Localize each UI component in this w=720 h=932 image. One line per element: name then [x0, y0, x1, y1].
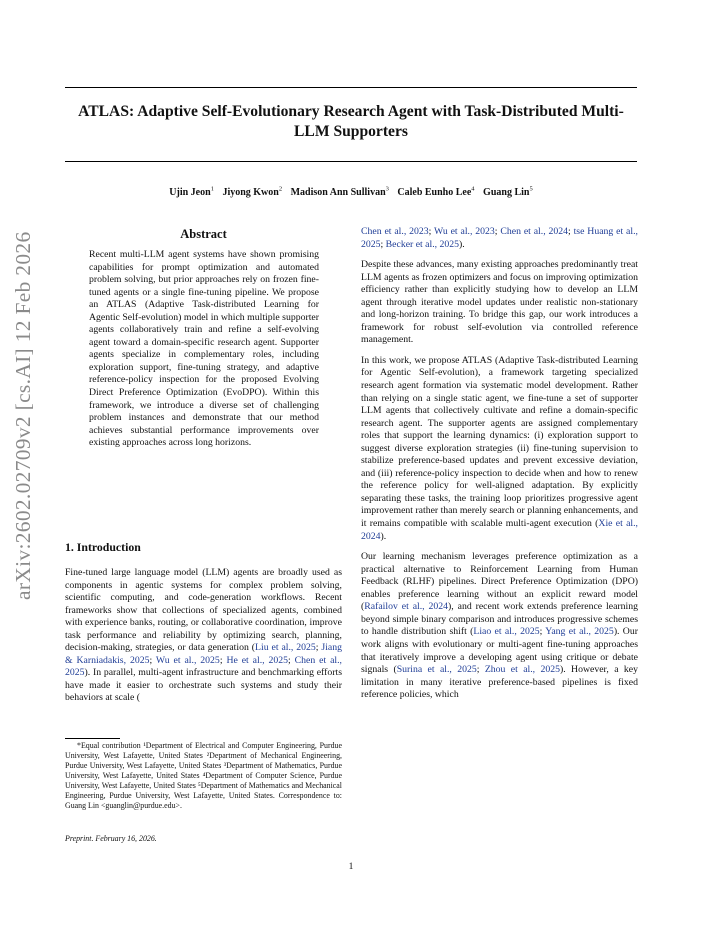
arxiv-identifier: arXiv:2602.02709v2 [cs.AI] 12 Feb 2026: [11, 231, 35, 600]
citation-link[interactable]: Jiang & Karniadakis, 2025: [65, 642, 343, 666]
intro-paragraph-4: Our learning mechanism leverages preference optimization as a practical alternative to Reinforcement Learning from Human Feedback (RLHF) pipelines. Direct Preference Optimization (DPO) enables preference learning without an explicit reward model (Rafailov et al., 2024), and recent work extends preference learning beyond simple binary comparison and introduces progressive schemes to handle distribution shift (Liao et al., 2025; Yang et al., 2025). Our work aligns with evolutionary or multi-agent fine-tuning approaches that iteratively improve a developing agent using critique or debate signals (Surina et al., 2025; Zhou et al., 2025). However, a key limitation in many iterative preference-based pipelines is fixed reference policies, which: [361, 551, 638, 701]
intro-paragraph-1-start: Fine-tuned large language model (LLM) agents are broadly used as components in agentic systems for complex problem solving, scientific computing, and code-generation workflows. Recent frameworks show that collections of specialized agents, combined with experience banks, routing, or collaborative coordination, improve task performance and reliability by optimizing search, planning, decision-making, strategies, or data generation (Liu et al., 2025; Jiang & Karniadakis, 2025; Wu et al., 2025; He et al., 2025; Chen et al., 2025). In parallel, multi-agent infrastructure and benchmarking efforts have made it easier to orchestrate such systems and study their behaviors at scale (: [65, 567, 343, 704]
citation-link[interactable]: Chen et al., 2025: [65, 654, 342, 679]
abstract-text: Recent multi-LLM agent systems have shown promising capabilities for prompt optimization and automated problem solving, but prior approaches rely on frozen fine-tuned agents or a single fine-tuning pipeline. We propose an ATLAS (Adaptive Task-distributed Learning for Agentic Self-evolution) model in which multiple supporter agents collaboratively train and refine a self-evolving agent toward a domain-specific research agent. Supporter agents specialize in complementary roles, including exploration support, fine-tuning strategy, and adaptive reference-policy inspection for the proposed Evolving Direct Preference Optimization (EvoDPO). Within this framework, we introduce a diverse set of challenging problem instances and demonstrate that our method achieves substantial performance improvements over existing approaches across long horizons.: [89, 249, 319, 449]
author: Guang Lin$^5$: [483, 185, 533, 198]
page-number: 1: [348, 862, 354, 872]
citation-link[interactable]: Chen et al., 2024: [500, 226, 569, 237]
citation-link[interactable]: He et al., 2025: [226, 654, 288, 666]
citation-link[interactable]: Yang et al., 2025: [545, 626, 614, 638]
author: Ujin Jeon$^1$: [169, 185, 214, 198]
citation-link[interactable]: Becker et al., 2025: [385, 238, 460, 250]
citation-link[interactable]: Liao et al., 2025: [473, 626, 540, 638]
paper-title: ATLAS: Adaptive Self-Evolutionary Research Agent with Task-Distributed Multi-LLM Supporters: [78, 103, 624, 140]
author: Madison Ann Sullivan$^3$: [290, 185, 389, 198]
intro-paragraph-1-cont: Chen et al., 2023; Wu et al., 2023; Chen et al., 2024; tse Huang et al., 2025; Becker et al., 2025).: [361, 226, 638, 250]
intro-paragraph-3: In this work, we propose ATLAS (Adaptive Task-distributed Learning for Agentic Self-evolution), a framework targeting specialized research agent formation via systematic model development. Rather than relying on a single static agent, we fine-tune a set of supporter LLM agents that collectively cultivate and refine a domain-specific research agent. The supporter agents are assigned complementary roles that support the learning dynamics: (i) exploration support to suggest diverse exploration strategies (ii) fine-tuning supervision to stabilize preference-based updates and prevent excessive deviation, and (iii) reference-policy inspection to decide when and how to renew the reference policy for well-aligned adaptation. By explicitly separating these tasks, the training loop prioritizes progressive agent improvement rather than merely search or planning enhancements, and it remains compatible with scalable multi-agent execution (Xie et al., 2024).: [361, 354, 638, 542]
author-list: [65, 186, 637, 200]
left-column-text: [65, 567, 342, 713]
citation-link[interactable]: Wu et al., 2023: [434, 226, 495, 237]
citation-link[interactable]: Rafailov et al., 2024: [364, 601, 449, 613]
abstract-heading: Abstract: [180, 227, 227, 241]
author: Caleb Eunho Lee$^4$: [397, 185, 475, 198]
citation-link[interactable]: Surina et al., 2025: [396, 664, 477, 676]
preprint-date: Preprint. February 16, 2026.: [65, 834, 157, 843]
affiliation-footnote: *Equal contribution ¹Department of Electrical and Computer Engineering, Purdue University, West Lafayette, United States ²Department of Mechanical Engineering, Purdue University, West Lafayette, United States ³Department of Mathematics, Purdue University, West Lafayette, United States ⁴Department of Computer Science, Purdue University, West Lafayette, United States ⁵Department of Mathematics and Mechanical Engineering, Purdue University, West Lafayette, United States. Correspondence to: Guang Lin <guanglin@purdue.edu>.: [65, 741, 342, 810]
citation-link[interactable]: Xie et al., 2024: [361, 518, 638, 542]
citation-link[interactable]: tse Huang et al., 2025: [361, 226, 638, 250]
title-bottom-rule: [65, 161, 637, 162]
right-column-text: [361, 226, 638, 710]
citation-link[interactable]: Chen et al., 2023: [361, 226, 429, 237]
section-heading-introduction: 1. Introduction: [65, 540, 141, 554]
author: Jiyong Kwon$^2$: [222, 185, 283, 198]
footnote-rule: [65, 738, 120, 739]
intro-paragraph-2: Despite these advances, many existing approaches predominantly treat LLM agents as frozen optimizers and focus on improving optimization efficiency rather than explicitly studying how to develop an LLM agent through iterative model updates under realistic non-stationary and long-horizon training. To bridge this gap, our work introduces a framework for robust self-evolution via controlled reference management.: [361, 259, 638, 346]
citation-link[interactable]: Wu et al., 2025: [155, 654, 220, 666]
citation-link[interactable]: Liu et al., 2025: [255, 642, 316, 654]
title-top-rule: [65, 87, 637, 88]
citation-link[interactable]: Zhou et al., 2025: [484, 664, 560, 676]
